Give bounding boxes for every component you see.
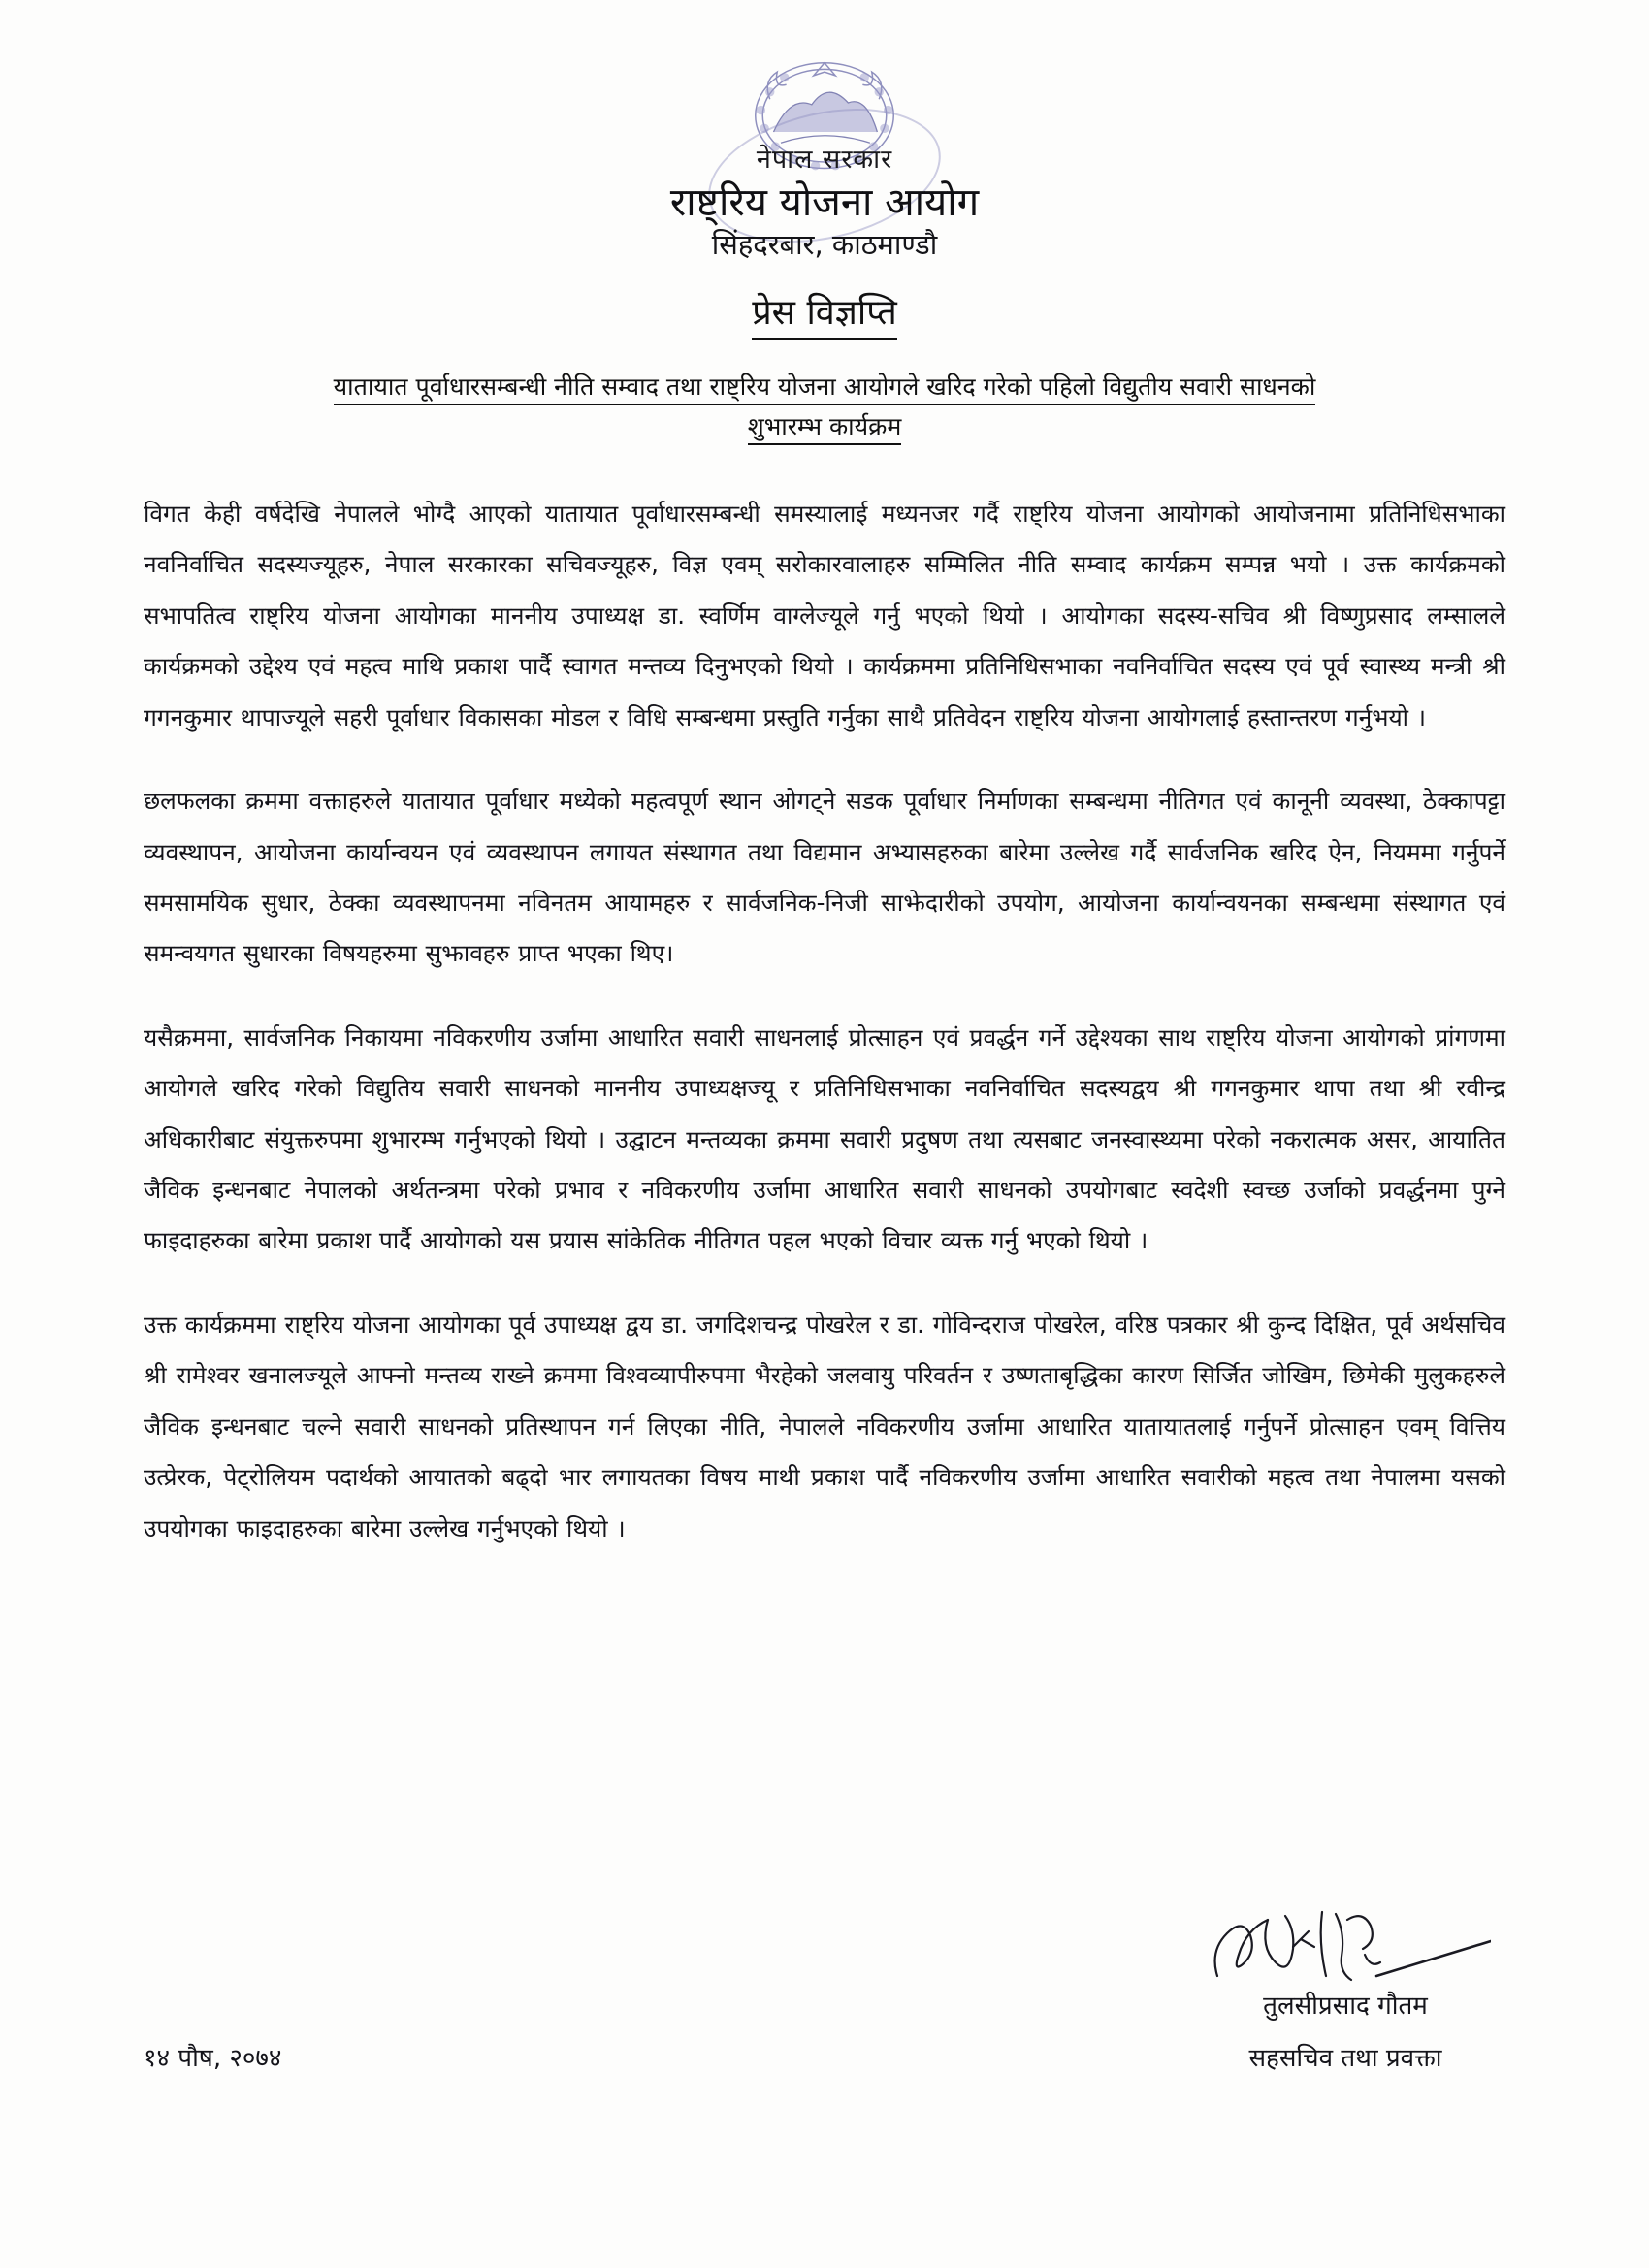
document-date: १४ पौष, २०७४ — [144, 2044, 282, 2073]
letterhead-emblem-area — [669, 45, 980, 261]
page-title — [0, 287, 1649, 335]
paragraph-4: उक्त कार्यक्रममा राष्ट्रिय योजना आयोगका पूर्व उपाध्यक्ष द्वय डा. जगदिशचन्द्र पोखरेल र डा. गोविन्दराज पोखरेल, वरिष्ठ पत्रकार श्री कुन्द दिक्षित, पूर्व अर्थसचिव श्री रामेश्वर खनालज्यूले आफ्नो मन्तव्य राख्ने क्रममा विश्वव्यापीरुपमा भैरहेको जलवायु परिवर्तन र उष्णताबृद्धिका कारण सिर्जित जोखिम, छिमेकी मुलुकहरुले जैविक इन्धनबाट चल्ने सवारी साधनको प्रतिस्थापन गर्न लिएका नीति, नेपालले नविकरणीय उर्जामा आधारित यातायातलाई गर्नुपर्ने प्रोत्साहन एवम् वित्तिय उत्प्रेरक, पेट्रोलियम पदार्थको आयातको बढ्दो भार लगायतका विषय माथी प्रकाश पार्दै नविकरणीय उर्जामा आधारित सवारीको महत्व तथा नेपालमा यसको उपयोगका फाइदाहरुका बारेमा उल्लेख गर्नुभएको थियो । — [144, 1310, 1505, 1542]
signer-title: सहसचिव तथा प्रवक्ता — [1248, 2044, 1442, 2073]
subtitle-line-2-text: शुभारम्भ कार्यक्रम — [748, 412, 902, 445]
document-subtitle — [116, 368, 1533, 446]
paragraph-1: विगत केही वर्षदेखि नेपालले भोग्दै आएको यातायात पूर्वाधारसम्बन्धी समस्यालाई मध्यनजर गर्दै राष्ट्रिय योजना आयोगको आयोजनामा प्रतिनिधिसभाका नवनिर्वाचित सदस्यज्यूहरु, नेपाल सरकारका सचिवज्यूहरु, विज्ञ एवम् सरोकारवालाहरु सम्मिलित नीति सम्वाद कार्यक्रम सम्पन्न भयो । उक्त कार्यक्रमको सभापतित्व राष्ट्रिय योजना आयोगका माननीय उपाध्यक्ष डा. स्वर्णिम वाग्लेज्यूले गर्नु भएको थियो । आयोगका सदस्य-सचिव श्री विष्णुप्रसाद लम्सालले कार्यक्रमको उद्देश्य एवं महत्व माथि प्रकाश पार्दै स्वागत मन्तव्य दिनुभएको थियो । कार्यक्रममा प्रतिनिधिसभाका नवनिर्वाचित सदस्य एवं पूर्व स्वास्थ्य मन्त्री श्री गगनकुमार थापाज्यूले सहरी पूर्वाधार विकासका मोडल र विधि सम्बन्धमा प्रस्तुति गर्नुका साथै प्रतिवेदन राष्ट्रिय योजना आयोगलाई हस्तान्तरण गर्नुभयो । — [144, 500, 1505, 731]
subtitle-line-2 — [116, 407, 1533, 447]
signer-name: तुलसीप्रसाद गौतम — [1263, 1992, 1428, 2021]
handwritten-signature-icon — [1200, 1904, 1491, 1993]
document-body — [144, 489, 1505, 1554]
letterhead-address: सिंहदरबार, काठमाण्डौ — [711, 228, 938, 261]
letterhead-organization: राष्ट्रिय योजना आयोग — [669, 180, 980, 225]
paragraph-2: छलफलका क्रममा वक्ताहरुले यातायात पूर्वाधार मध्येको महत्वपूर्ण स्थान ओगट्ने सडक पूर्वाधार निर्माणका सम्बन्धमा नीतिगत एवं कानूनी व्यवस्था, ठेक्कापट्टा व्यवस्थापन, आयोजना कार्यान्वयन एवं व्यवस्थापन लगायत संस्थागत तथा विद्यमान अभ्यासहरुका बारेमा उल्लेख गर्दै सार्वजनिक खरिद ऐन, नियममा गर्नुपर्ने समसामयिक सुधार, ठेक्का व्यवस्थापनमा नविनतम आयामहरु र सार्वजनिक-निजी साझेदारीको उपयोग, आयोजना कार्यान्वयनका सम्बन्धमा संस्थागत एवं समन्वयगत सुधारका विषयहरुमा सुझावहरु प्राप्त भएका थिए। — [144, 787, 1505, 968]
paragraph-3: यसैक्रममा, सार्वजनिक निकायमा नविकरणीय उर्जामा आधारित सवारी साधनलाई प्रोत्साहन एवं प्रवर्द्धन गर्ने उद्देश्यका साथ राष्ट्रिय योजना आयोगको प्रांगणमा आयोगले खरिद गरेको विद्युतिय सवारी साधनको माननीय उपाध्यक्षज्यू र प्रतिनिधिसभाका नवनिर्वाचित सदस्यद्वय श्री गगनकुमार थापा तथा श्री रवीन्द्र अधिकारीबाट संयुक्तरुपमा शुभारम्भ गर्नुभएको थियो । उद्घाटन मन्तव्यका क्रममा सवारी प्रदुषण तथा त्यसबाट जनस्वास्थ्यमा परेको नकरात्मक असर, आयातित जैविक इन्धनबाट नेपालको अर्थतन्त्रमा परेको प्रभाव र नविकरणीय उर्जामा आधारित सवारी साधनको उपयोगबाट स्वदेशी स्वच्छ उर्जाको प्रवर्द्धनमा पुग्ने फाइदाहरुका बारेमा प्रकाश पार्दै आयोगको यस प्रयास सांकेतिक नीतिगत पहल भएको विचार व्यक्त गर्नु भएको थियो । — [144, 1022, 1505, 1255]
signature-block — [1185, 1904, 1505, 2074]
page-title-text: प्रेस विज्ञप्ति — [752, 293, 897, 340]
subtitle-line-1-text: यातायात पूर्वाधारसम्बन्धी नीति सम्वाद तथा राष्ट्रिय योजना आयोगले खरिद गरेको पहिलो विद्युतीय सवारी साधनको — [334, 373, 1316, 405]
document-footer — [144, 1904, 1505, 2074]
subtitle-line-1 — [116, 368, 1533, 407]
letterhead — [0, 0, 1649, 281]
letterhead-government-line: नेपाल सरकार — [756, 145, 893, 175]
